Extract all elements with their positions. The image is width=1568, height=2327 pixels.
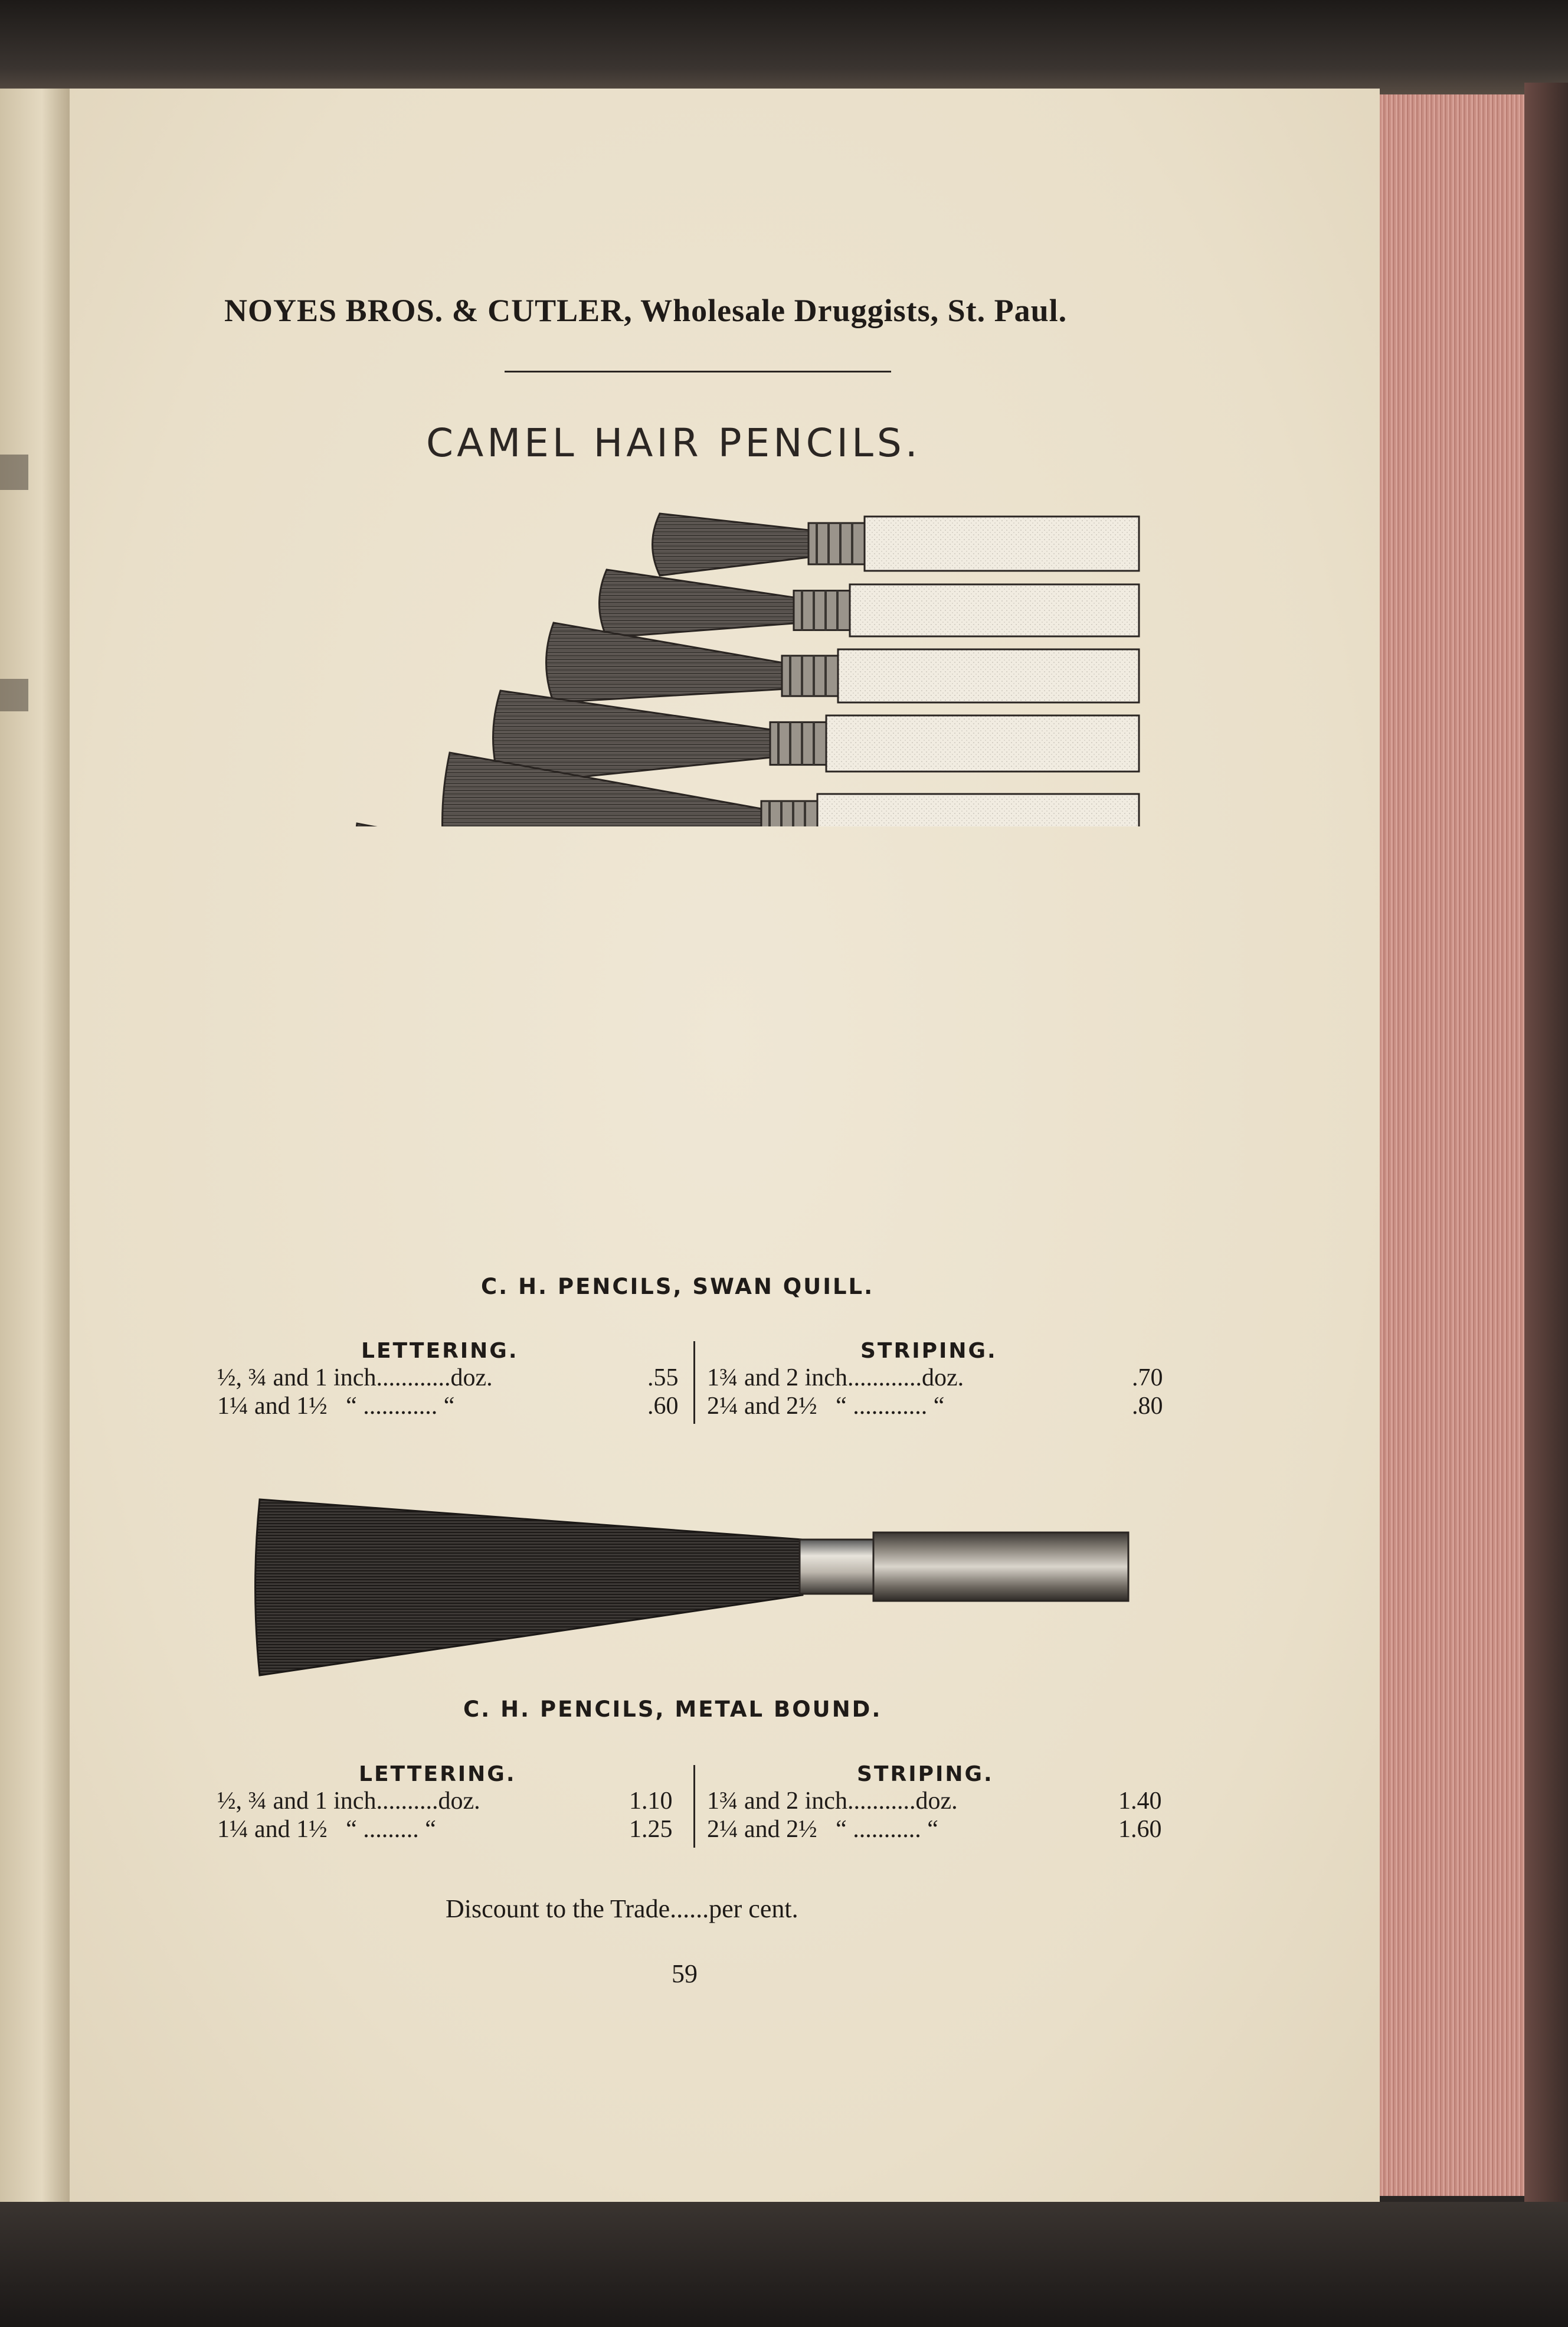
size-label: 1¾ and 2 inch (707, 1787, 847, 1815)
leader-dots: ........... (847, 1787, 916, 1815)
price-row (217, 1392, 454, 1420)
price-value: .80 (1132, 1393, 1163, 1420)
leader-dots: ............ (847, 1364, 922, 1391)
leader-dots: ............ (376, 1364, 451, 1391)
brush-handle (873, 1532, 1128, 1601)
unit-label: doz. (915, 1787, 958, 1815)
price-row (707, 1392, 944, 1420)
brush-quill-handle (817, 794, 1139, 826)
column-divider (693, 1341, 695, 1424)
unit-label: doz. (921, 1364, 964, 1391)
price-value: .55 (647, 1364, 679, 1391)
size-label: ½, ¾ and 1 inch (217, 1787, 377, 1815)
brush-hairs (653, 514, 809, 576)
swan-quill-pencils-illustration (0, 0, 1180, 826)
brush-ferrule (800, 1540, 873, 1594)
price-value: .70 (1132, 1364, 1163, 1391)
ditto-leader: “ ........... “ (836, 1816, 938, 1843)
price-value: 1.10 (629, 1787, 673, 1815)
page-header: NOYES BROS. & CUTLER, Wholesale Druggists, St. Paul. (224, 293, 1068, 328)
ditto-leader: “ ......... “ (346, 1816, 436, 1843)
size-label: 2¼ and 2½ (707, 1816, 817, 1843)
price-value: 1.40 (1118, 1787, 1162, 1815)
price-row (217, 1364, 493, 1392)
price-row (217, 1787, 480, 1815)
price-value: 1.60 (1118, 1816, 1162, 1843)
brush-quill-handle (826, 715, 1139, 772)
page-number: 59 (672, 1959, 698, 1988)
size-label: ½, ¾ and 1 inch (217, 1364, 377, 1391)
brush-hairs (256, 1499, 803, 1675)
price-value: 1.25 (629, 1816, 673, 1843)
lettering-heading: LETTERING. (359, 1762, 516, 1786)
book-spine-edge (1524, 83, 1568, 2220)
column-divider (693, 1765, 695, 1848)
size-label: 1¾ and 2 inch (707, 1364, 847, 1391)
brush-quill-handle (850, 584, 1139, 636)
brush-quill-handle (865, 517, 1139, 571)
unit-label: doz. (450, 1364, 493, 1391)
price-row (707, 1815, 938, 1844)
page-block-edge (1380, 94, 1524, 2196)
discount-note: Discount to the Trade......per cent. (446, 1894, 798, 1923)
brush-quill-handle (838, 649, 1139, 702)
price-row (707, 1364, 964, 1392)
brush-hairs (546, 623, 783, 702)
price-value: .60 (647, 1393, 679, 1420)
metal-bound-pencil-illustration (0, 1488, 1180, 1700)
striping-heading: STRIPING. (857, 1762, 994, 1786)
swan-quill-caption: C. H. PENCILS, SWAN QUILL. (481, 1274, 875, 1299)
lettering-heading: LETTERING. (361, 1339, 519, 1363)
size-label: 1¼ and 1½ (217, 1816, 328, 1843)
price-row (217, 1815, 436, 1844)
metal-bound-caption: C. H. PENCILS, METAL BOUND. (463, 1697, 882, 1722)
brush-hairs (600, 570, 794, 638)
size-label: 2¼ and 2½ (707, 1393, 817, 1420)
size-label: 1¼ and 1½ (217, 1393, 328, 1420)
ditto-leader: “ ............ “ (836, 1393, 945, 1420)
price-row (707, 1787, 958, 1815)
book-cover-bottom (0, 2202, 1568, 2327)
page-title: CAMEL HAIR PENCILS. (426, 420, 921, 466)
leader-dots: .......... (376, 1787, 438, 1815)
unit-label: doz. (438, 1787, 480, 1815)
ditto-leader: “ ............ “ (346, 1393, 455, 1420)
striping-heading: STRIPING. (860, 1339, 997, 1363)
